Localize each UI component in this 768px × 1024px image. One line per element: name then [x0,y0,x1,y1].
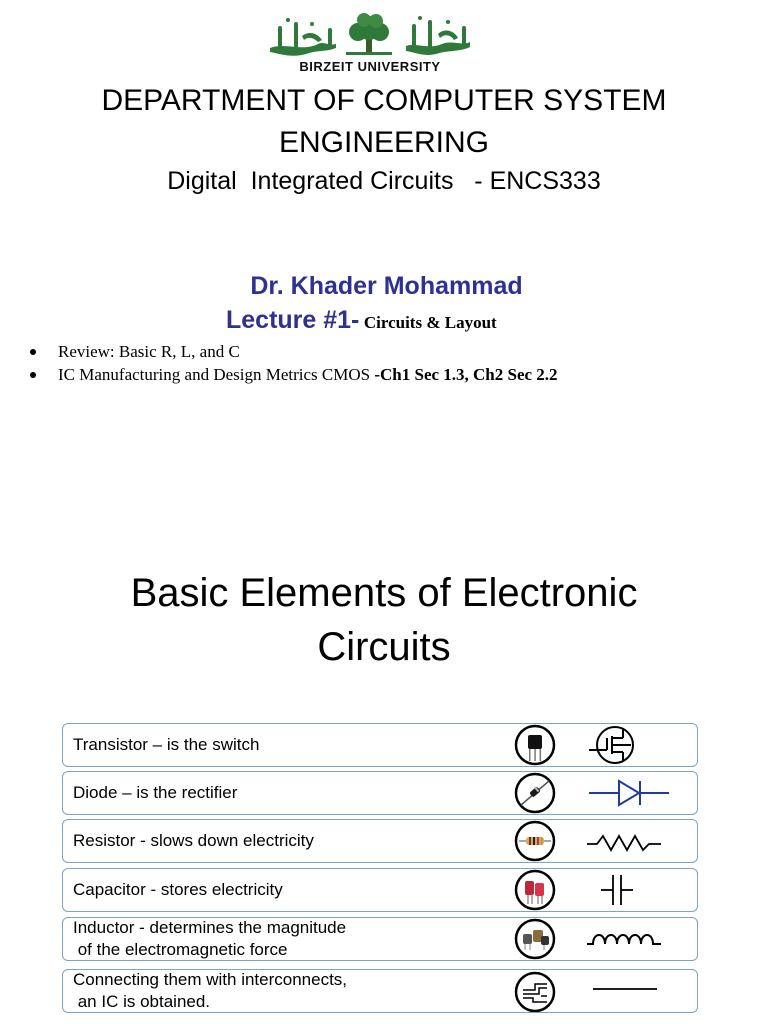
lecture-topic: Circuits & Layout [363,313,497,332]
department-title-line1: DEPARTMENT OF COMPUTER SYSTEM [101,84,667,117]
university-name-logo: BIRZEIT UNIVERSITY [299,59,441,74]
list-item [28,363,558,386]
list-item [28,340,558,363]
table-row [62,723,698,767]
transistor-symbol-icon [585,724,681,766]
inductor-photo-icon [511,918,559,960]
interconnect-symbol-icon [585,970,681,1012]
resistor-symbol-icon [585,820,681,862]
lecture-number: Lecture #1- [226,306,360,334]
topic-text: Review: Basic R, L, and C [58,342,240,361]
topic-reference: -Ch1 Sec 1.3, Ch2 Sec 2.2 [374,365,558,384]
department-title-line2: ENGINEERING [278,126,490,159]
section-title [0,566,768,674]
table-row [62,819,698,863]
transistor-photo-icon [511,724,559,766]
inductor-symbol-icon [585,918,681,960]
capacitor-symbol-icon [585,869,681,911]
table-row [62,771,698,815]
lecture-heading [226,306,497,335]
element-label: Inductor - determines the magnitude of the electromagnetic force [73,918,347,959]
element-label: Connecting them with interconnects, an IC is obtained. [73,970,348,1011]
university-seal-icon [266,12,474,58]
ic-photo-icon [511,970,559,1012]
topic-text: IC Manufacturing and Design Metrics CMOS [58,365,375,384]
element-label: Transistor – is the switch [73,735,260,754]
section-title-line1: Basic Elements of Electronic [130,571,638,615]
resistor-photo-icon [511,820,559,862]
university-logo [266,12,474,76]
element-label: Capacitor - stores electricity [73,880,283,899]
course-title: Digital Integrated Circuits - ENCS333 [167,167,601,195]
element-label: Resistor - slows down electricity [73,831,314,850]
element-label: Diode – is the rectifier [73,783,238,802]
table-row [62,969,698,1013]
capacitor-photo-icon [511,869,559,911]
diode-photo-icon [511,772,559,814]
table-row [62,868,698,912]
topics-list [28,340,558,386]
table-row [62,917,698,961]
instructor-name: Dr. Khader Mohammad [250,272,523,300]
section-title-line2: Circuits [317,625,451,669]
diode-symbol-icon [585,772,681,814]
